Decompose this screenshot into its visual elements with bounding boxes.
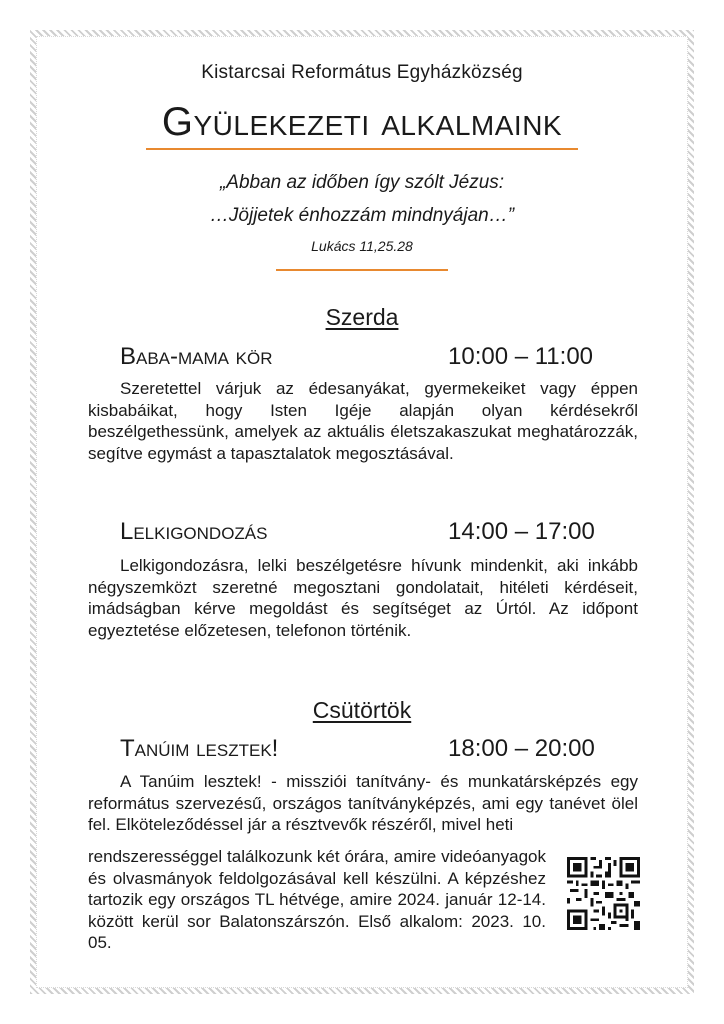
event-title-tanuim-lesztek: Tanúim lesztek! <box>120 735 279 762</box>
event-title-baba-mama: Baba-mama kör <box>120 343 273 370</box>
qr-code-icon[interactable] <box>567 857 640 930</box>
title-divider <box>146 148 578 150</box>
event-time-lelkigondozas: 14:00 – 17:00 <box>448 518 595 545</box>
event-description-tanuim-lesztek-part2: rendszerességgel találkozunk két órára, amire videóanyagok és olvasmányok feldolgozásával kell készülni. A képzéshez tartozik egy országos TL hétvége, amire 2024. január 12-14. között kerül sor Balatonszárszón. Első alkalom: 2023. 10. 05. <box>88 847 546 952</box>
event-title-lelkigondozas: Lelkigondozás <box>120 518 268 545</box>
event-description-lelkigondozas: Lelkigondozásra, lelki beszélgetésre hívunk mindenkit, aki inkább négyszemközt szeretné megosztani gondolatait, hitéleti kérdéseit, imádságban kérve megoldást és segítséget az Úrtól. Az időpont egyeztetése előzetesen, telefonon történik. <box>88 556 638 640</box>
quote-reference: Lukács 11,25.28 <box>311 238 413 254</box>
page-title: Gyülekezeti alkalmaink <box>161 100 563 144</box>
quote-divider <box>276 269 448 271</box>
event-time-tanuim-lesztek: 18:00 – 20:00 <box>448 735 595 762</box>
event-description-tanuim-lesztek-part1: A Tanúim lesztek! - missziói tanítvány- és munkatársképzés egy református szervezésű, országos tanítványképzés, ami egy tanévet ölel fel. Elköteleződéssel jár a résztvevők részéről, mivel heti <box>88 772 638 834</box>
event-description-baba-mama: Szeretettel várjuk az édesanyákat, gyermekeiket vagy éppen kisbabáikat, hogy Isten Igéje alapján olyan kérdésekről beszélgethessünk, amelyek az aktuális életszakaszukat meghatározzák, segítve egymást a tapasztalatok megosztásával. <box>88 379 638 463</box>
organization-name: Kistarcsai Református Egyházközség <box>201 62 523 83</box>
quote-line-2: …Jöjjetek énhozzám mindnyájan…” <box>209 205 515 226</box>
event-time-baba-mama: 10:00 – 11:00 <box>448 343 594 370</box>
day-heading-wednesday: Szerda <box>325 304 399 330</box>
day-heading-thursday: Csütörtök <box>312 697 412 723</box>
quote-line-1: „Abban az időben így szólt Jézus: <box>219 172 505 193</box>
